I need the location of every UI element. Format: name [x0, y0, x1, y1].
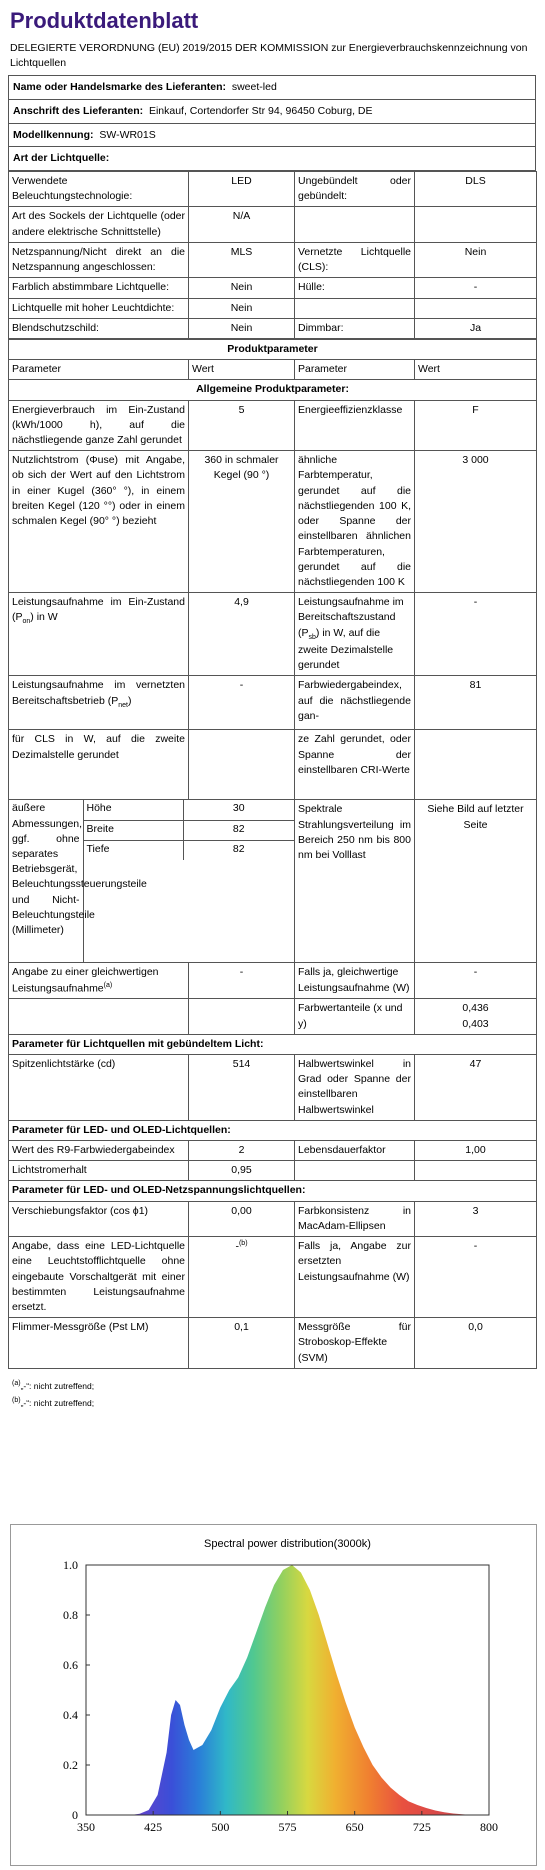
address-label: Anschrift des Lieferanten:	[13, 104, 144, 117]
led-row-1	[9, 1161, 537, 1181]
params-table	[8, 339, 537, 1369]
general-row-1-l2: ähnliche Farbtemperatur, gerundet auf die nächstliegenden 100 K, oder Spanne der einstellbaren ähnlichen Farbtemperaturen, gerundet auf die nächstliegenden 100 K	[295, 451, 415, 593]
power-net-value: -	[189, 676, 295, 730]
address-row	[8, 100, 536, 124]
type-row-0-v1: LED	[189, 171, 295, 206]
led-row-0	[9, 1141, 537, 1161]
page-title: Produktdatenblatt	[10, 8, 199, 33]
type-row-3-v1: Nein	[189, 278, 295, 298]
footnote-b: $^{(b)}$„-“: nicht zutreffend;	[12, 1396, 95, 1408]
x-tick-label-6: 800	[480, 1820, 498, 1834]
led-row-1-l2	[295, 1161, 415, 1181]
general-row-0-l1: Energieverbrauch im Ein-Zustand (kWh/1000 h), auf die nächstliegende ganze Zahl gerundet	[9, 400, 189, 451]
led-row-1-v1: 0,95	[189, 1161, 295, 1181]
led-row-1-l1: Lichtstromerhalt	[9, 1161, 189, 1181]
mains-row-0-l2: Farbkonsistenz in MacAdam-Ellipsen	[295, 1201, 415, 1236]
led-row-0-l1: Wert des R9-Farbwiedergabeindex	[9, 1141, 189, 1161]
model-row	[8, 124, 536, 148]
general-row-1-v2: 3 000	[415, 451, 537, 593]
power-on-value: 4,9	[189, 593, 295, 676]
power-net-label: Leistungsaufnahme im vernetzten Bereitschaftsbetrieb $(P_{net})$	[9, 676, 189, 730]
type-row-3-v2: -	[415, 278, 537, 298]
general-row-0-l2: Energieeffizienzklasse	[295, 400, 415, 451]
general-row-1-v1: 360 in schmaler Kegel (90 °)	[189, 451, 295, 593]
mains-row-2-l2: Messgröße für Stroboskop-Effekte (SVM)	[295, 1318, 415, 1369]
supplier-row	[8, 75, 536, 100]
general-row-1	[9, 451, 537, 593]
type-row-2-v2: Nein	[415, 242, 537, 277]
equiv-power-label: Falls ja, gleichwertige Leistungsaufnahme (W)	[295, 963, 415, 999]
type-row-3-l1: Farblich abstimmbare Lichtquelle:	[9, 278, 189, 298]
chroma-label: Farbwertanteile (x und y)	[295, 999, 415, 1034]
mains-row-0-l1: Verschiebungsfaktor (cos ϕ1)	[9, 1201, 189, 1236]
type-row-2-v1: MLS	[189, 242, 295, 277]
params-header: Produktparameter	[9, 339, 537, 359]
dimensions-label: äußere Abmessungen, ggf. ohne separates Betriebsgerät, Beleuchtungssteuerungsteile und Nicht-Beleuchtungsteile (Millimeter)	[9, 800, 83, 962]
x-tick-label-0: 350	[77, 1820, 95, 1834]
chroma-values	[415, 999, 537, 1034]
mains-row-1	[9, 1237, 537, 1318]
mains-row-2	[9, 1318, 537, 1369]
mains-row-1-l2: Falls ja, Angabe zur ersetzten Leistungsaufnahme (W)	[295, 1237, 415, 1318]
directional-row-0-v1: 514	[189, 1054, 295, 1120]
x-tick-label-2: 500	[211, 1820, 230, 1834]
spectral-label: Spektrale Strahlungsverteilung im Bereich 250 nm bis 800 nm bei Volllast	[295, 800, 415, 963]
led-row-1-v2	[415, 1161, 537, 1181]
mains-row-0-v2: 3	[415, 1201, 537, 1236]
chroma-y: 0,403	[462, 1017, 489, 1030]
col-value-1: Wert	[189, 360, 295, 380]
general-row-0-v2: F	[415, 400, 537, 451]
general-row-0	[9, 400, 537, 451]
mains-header: Parameter für LED- und OLED-Netzspannungslichtquellen:	[9, 1181, 537, 1201]
mains-row-0-v1: 0,00	[189, 1201, 295, 1236]
x-tick-label-5: 725	[412, 1820, 431, 1834]
power-on-label: Leistungsaufnahme im Ein-Zustand $(P_{on})$ in W	[9, 593, 189, 676]
type-row-1-v1: N/A	[189, 207, 295, 242]
supplier-value: sweet-led	[231, 81, 277, 94]
footnote-a: $^{(a)}$„-“: nicht zutreffend;	[12, 1379, 95, 1391]
x-tick-label-3: 575	[278, 1820, 297, 1834]
type-row-0-l1: Verwendete Beleuchtungstechnologie:	[9, 171, 189, 206]
type-row-4	[9, 298, 537, 318]
spectral-chart-svg	[11, 1525, 536, 1865]
chroma-x: 0,436	[462, 1002, 489, 1015]
type-row-0	[9, 171, 537, 206]
type-row-2	[9, 242, 537, 277]
general-row-0-v1: 5	[189, 400, 295, 451]
type-row-5-l2: Dimmbar:	[295, 318, 415, 338]
type-row-3	[9, 278, 537, 298]
y-tick-label-4: 0.8	[63, 1608, 78, 1622]
spectral-value: Siehe Bild auf letzter Seite	[415, 800, 537, 963]
type-row-0-l2: Ungebündelt oder gebündelt:	[295, 171, 415, 206]
equiv-power-value: -	[415, 963, 537, 999]
power-sb-label: Leistungsaufnahme im Bereitschaftszustand $(P_{sb})$ in W, auf die zweite Dezimalstelle gerundet	[295, 593, 415, 676]
power-sb-value: -	[415, 593, 537, 676]
cri-label-top: Farbwiedergabeindex, auf die nächstliegende gan-	[295, 676, 415, 730]
directional-row-0	[9, 1054, 537, 1120]
type-row-0-v2: DLS	[415, 171, 537, 206]
dimensions-cell	[9, 800, 295, 963]
led-row-0-v1: 2	[189, 1141, 295, 1161]
y-tick-label-0: 0	[72, 1808, 78, 1822]
y-tick-label-1: 0.2	[63, 1758, 78, 1772]
col-value-2: Wert	[415, 360, 537, 380]
dim-name-height: Höhe	[83, 800, 183, 820]
dim-name-width: Breite	[83, 820, 183, 840]
led-header: Parameter für LED- und OLED-Lichtquellen:	[9, 1120, 537, 1140]
model-value: SW-WR01S	[99, 128, 156, 141]
x-tick-label-1: 425	[144, 1820, 163, 1834]
led-row-0-v2: 1,00	[415, 1141, 537, 1161]
chart-title: Spectral power distribution(3000k)	[204, 1538, 371, 1550]
y-tick-label-2: 0.4	[63, 1708, 78, 1722]
equiv-label: Angabe zu einer gleichwertigen Leistungsaufnahme$^{(a)}$	[9, 963, 189, 999]
cri-label-bottom: ze Zahl gerundet, oder Spanne der einstellbaren CRI-Werte	[295, 730, 415, 800]
footnotes	[12, 1377, 536, 1411]
address-value: Einkauf, Cortendorfer Str 94, 96450 Coburg, DE	[148, 104, 373, 117]
type-header: Art der Lichtquelle:	[8, 147, 536, 171]
model-label: Modellkennung:	[13, 128, 94, 141]
type-table	[8, 171, 537, 339]
directional-header: Parameter für Lichtquellen mit gebündeltem Licht:	[9, 1034, 537, 1054]
type-row-4-v1: Nein	[189, 298, 295, 318]
dim-value-width: 82	[183, 820, 294, 840]
general-header: Allgemeine Produktparameter:	[9, 380, 537, 400]
type-row-2-l2: Vernetzte Lichtquelle (CLS):	[295, 242, 415, 277]
mains-row-1-v2: -	[415, 1237, 537, 1318]
y-tick-label-3: 0.6	[63, 1658, 78, 1672]
mains-row-2-v2: 0,0	[415, 1318, 537, 1369]
type-row-3-l2: Hülle:	[295, 278, 415, 298]
type-row-4-v2	[415, 298, 537, 318]
spectrum-area	[131, 1565, 471, 1815]
mains-row-0	[9, 1201, 537, 1236]
col-param-1: Parameter	[9, 360, 189, 380]
power-net-label-cont: für CLS in W, auf die zweite Dezimalstelle gerundet	[9, 730, 189, 800]
general-row-1-l1: Nutzlichtstrom (Φuse) mit Angabe, ob sich der Wert auf den Lichtstrom in einer Kugel (360° °), in einem breiten Kegel (120 °°) oder in einem schmalen Kegel (90° °) bezieht	[9, 451, 189, 593]
dim-name-depth: Tiefe	[83, 841, 183, 861]
type-row-5-l1: Blendschutzschild:	[9, 318, 189, 338]
x-tick-label-4: 650	[345, 1820, 364, 1834]
type-row-4-l2	[295, 298, 415, 318]
regulation-subtitle: DELEGIERTE VERORDNUNG (EU) 2019/2015 DER KOMMISSION zur Energieverbrauchskennzeichnung von Lichtquellen	[10, 41, 528, 70]
mains-row-2-l1: Flimmer-Messgröße (Pst LM)	[9, 1318, 189, 1369]
dim-value-depth: 82	[232, 843, 245, 856]
led-row-0-l2: Lebensdauerfaktor	[295, 1141, 415, 1161]
datasheet	[8, 4, 536, 1411]
mains-row-1-v1: -$^{(b)}$	[189, 1237, 295, 1318]
type-row-5	[9, 318, 537, 338]
type-row-1-l1: Art des Sockels der Lichtquelle (oder andere elektrische Schnittstelle)	[9, 207, 189, 242]
y-tick-label-5: 1.0	[63, 1558, 78, 1572]
type-row-1	[9, 207, 537, 242]
mains-row-1-l1: Angabe, dass eine LED-Lichtquelle eine Leuchtstofflichtquelle ohne eingebaute Vorschaltgerät mit einer bestimmten Leistungsaufnahme ersetzt.	[9, 1237, 189, 1318]
equiv-value: -	[189, 963, 295, 999]
dim-value-height: 30	[232, 802, 245, 815]
type-row-4-l1: Lichtquelle mit hoher Leuchtdichte:	[9, 298, 189, 318]
mains-row-2-v1: 0,1	[189, 1318, 295, 1369]
directional-row-0-l1: Spitzenlichtstärke (cd)	[9, 1054, 189, 1120]
supplier-label: Name oder Handelsmarke des Lieferanten:	[13, 81, 226, 94]
directional-row-0-l2: Halbwertswinkel in Grad oder Spanne der einstellbaren Halbwertswinkel	[295, 1054, 415, 1120]
type-row-2-l1: Netzspannung/Nicht direkt an die Netzspannung angeschlossen:	[9, 242, 189, 277]
type-row-1-l2	[295, 207, 415, 242]
type-row-1-v2	[415, 207, 537, 242]
col-param-2: Parameter	[295, 360, 415, 380]
spectral-chart	[10, 1524, 537, 1866]
cri-value: 81	[415, 676, 537, 730]
type-row-5-v2: Ja	[415, 318, 537, 338]
type-row-5-v1: Nein	[189, 318, 295, 338]
directional-row-0-v2: 47	[415, 1054, 537, 1120]
